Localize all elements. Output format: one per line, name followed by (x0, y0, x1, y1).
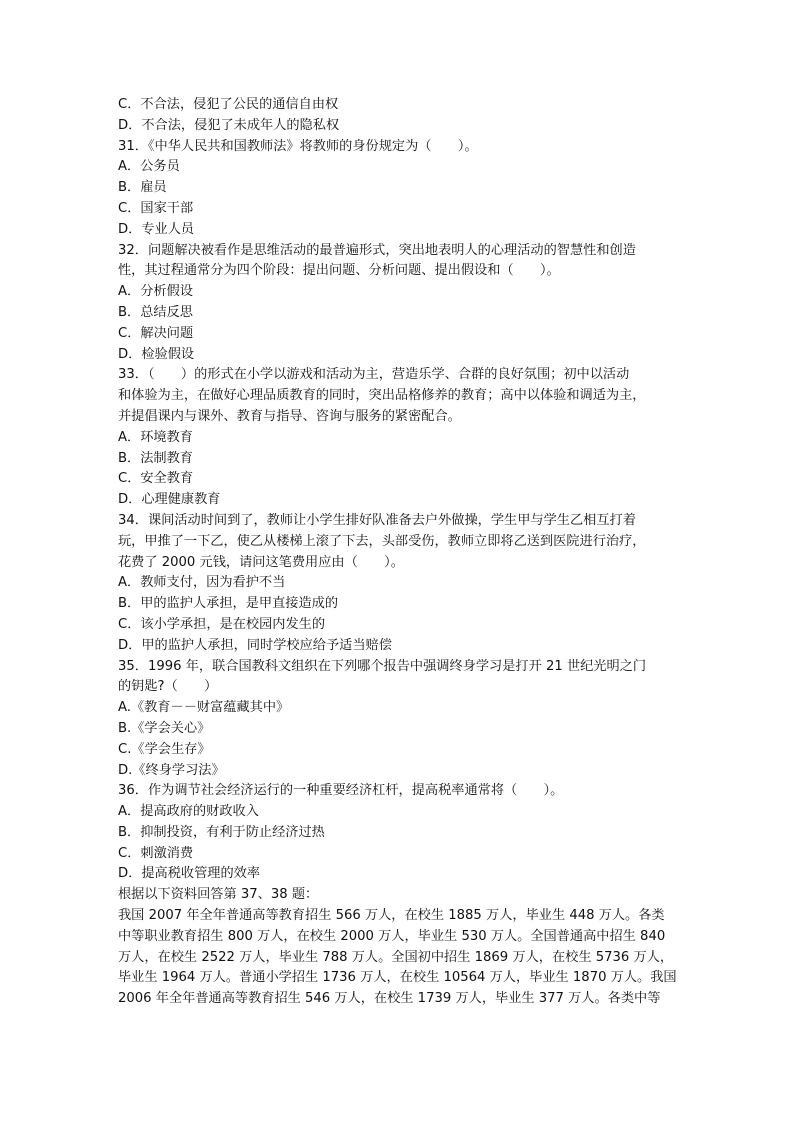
text-line: A．提高政府的财政收入 (118, 804, 259, 820)
text-line: 35．1996 年，联合国教科文组织在下列哪个报告中强调终身学习是打开 21 世纪光明之门 (118, 658, 647, 674)
text-line: B．抑制投资，有利于防止经济过热 (118, 824, 325, 840)
text-line: C．安全教育 (118, 471, 194, 487)
text-line: A．环境教育 (118, 429, 193, 445)
text-line: 玩，甲推了一下乙，使乙从楼梯上滚了下去，头部受伤，教师立即将乙送到医院进行治疗， (118, 533, 646, 549)
text-line: 31．《中华人民共和国教师法》将教师的身份规定为（ ）。 (118, 138, 478, 154)
text-line: B．雇员 (118, 180, 167, 196)
text-line: 的钥匙?（ ） (118, 679, 218, 695)
text-line: D．检验假设 (118, 346, 195, 362)
text-line: 根据以下资料回答第 37、38 题： (118, 887, 319, 903)
text-line: 32．问题解决被看作是思维活动的最普遍形式，突出地表明人的心理活动的智慧性和创造 (118, 242, 636, 258)
text-line: 毕业生 1964 万人。普通小学招生 1736 万人，在校生 10564 万人，毕业生 1870 万人。我国 (118, 970, 677, 986)
text-line: 我国 2007 年全年普通高等教育招生 566 万人，在校生 1885 万人，毕业生 448 万人。各类 (118, 908, 665, 924)
text-line: 万人，在校生 2522 万人，毕业生 788 万人。全国初中招生 1869 万人，在校生 5736 万人， (118, 949, 674, 965)
text-line: D.《终身学习法》 (118, 762, 225, 778)
text-line: 33．（ ）的形式在小学以游戏和活动为主，营造乐学、合群的良好氛围；初中以活动 (118, 367, 630, 383)
text-line: C.《学会生存》 (118, 741, 211, 757)
text-line: C．不合法，侵犯了公民的通信自由权 (118, 97, 339, 112)
text-line: B．法制教育 (118, 450, 193, 466)
text-line: 36．作为调节社会经济运行的一种重要经济杠杆，提高税率通常将（ ）。 (118, 783, 564, 799)
text-line: 34．课间活动时间到了，教师让小学生排好队准备去户外做操，学生甲与学生乙相互打着 (118, 512, 636, 528)
text-line: D．甲的监护人承担，同时学校应给予适当赔偿 (118, 637, 392, 653)
text-line: 花费了 2000 元钱，请问这笔费用应由（ ）。 (118, 554, 404, 570)
text-line: C．该小学承担，是在校园内发生的 (118, 616, 326, 632)
text-line: B．总结反思 (118, 304, 193, 320)
document-body (118, 95, 680, 1010)
text-line: 中等职业教育招生 800 万人，在校生 2000 万人，毕业生 530 万人。全国普通高中招生 840 (118, 928, 666, 944)
text-line: 性，其过程通常分为四个阶段：提出问题、分析问题、提出假设和（ ）。 (118, 263, 560, 279)
text-line: B.《学会关心》 (118, 720, 211, 736)
text-line: 和体验为主，在做好心理品质教育的同时，突出品格修养的教育；高中以体验和调适为主， (118, 388, 646, 404)
text-line: D．提高税收管理的效率 (118, 866, 261, 882)
text-line: D．不合法，侵犯了未成年人的隐私权 (118, 117, 340, 133)
text-line: A.《教育－－财富蕴藏其中》 (118, 700, 290, 716)
text-line: D．专业人员 (118, 221, 195, 237)
text-line: C．解决问题 (118, 325, 194, 341)
text-line: B．甲的监护人承担，是甲直接造成的 (118, 596, 339, 612)
text-line: C．国家干部 (118, 200, 194, 216)
text-line: 2006 年全年普通高等教育招生 546 万人，在校生 1739 万人，毕业生 377 万人。各类中等 (118, 991, 661, 1007)
text-line: A．分析假设 (118, 284, 193, 300)
text-line: C．刺激消费 (118, 845, 194, 861)
text-line: 并提倡课内与课外、教育与指导、咨询与服务的紧密配合。 (118, 408, 461, 424)
text-line: A．教师支付，因为看护不当 (118, 575, 286, 591)
text-line: A．公务员 (118, 159, 180, 175)
text-line: D．心理健康教育 (118, 492, 221, 508)
